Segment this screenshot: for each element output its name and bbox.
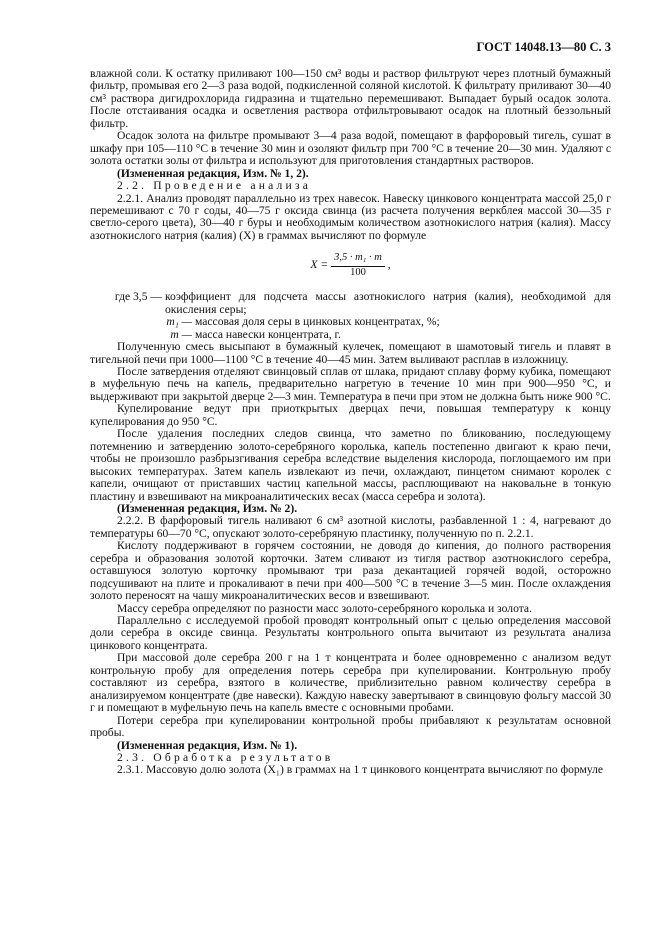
paragraph: Потери серебра при купелировании контрольной пробы прибавляют к результатам основной пробы. [90, 713, 611, 740]
paragraph: Параллельно с исследуемой пробой проводят контрольный опыт с целью определения массовой доли серебра в оксиде свинца. Результаты контрольного опыта вычитают из результата анализа цинкового концентрата. [90, 614, 611, 652]
section-heading: 2.2. Проведение анализа [117, 179, 312, 193]
section-heading: 2.3. Обработка результатов [117, 751, 334, 765]
variable-legend [90, 291, 611, 341]
formula-lhs: X = [310, 258, 329, 272]
paragraph: После затвердения отделяют свинцовый сплав от шлака, придают сплаву форму кубика, помещают в муфельную печь на капель, предварительно нагретую в течение 10 мин при 900—950 °С, и выдерживают при закрытой дверце 2—3 мин. Температура в печи при этом не должна быть ниже 900 °С. [90, 364, 611, 403]
legend-text: масса навески концентрата, г. [195, 327, 341, 341]
paragraph: При массовой доле серебра 200 г на 1 т концентрата и более одновременно с анализом ведут контрольную пробу для определения потерь серебра при купелировании. Контрольную пробу составляют из серебра, взятого в количестве, приблизительно равном количеству серебра в анализируемом концентрате (две навески). Каждую навеску завертывают в свинцовую фольгу массой 30 г и помещают в муфельную печь на капель вместе с основными пробами. [90, 651, 611, 715]
formula [90, 252, 611, 279]
legend-row [90, 316, 611, 328]
legend-symbol: m₁ — [166, 315, 192, 329]
formula-tail: , [387, 258, 391, 272]
paragraph: влажной соли. К остатку приливают 100—150 см³ воды и раствор фильтруют через плотный бумажный фильтр, промывая его 2—3 раза водой, подкисленной соляной кислотой. К фильтрату приливают 30—40 см³ раствора дигидрохлорида гидразина и тщательно перемешивают. Выпадает бурый осадок золота. После отстаивания осадка и осветления раствора отфильтровывают осадок на плотный беззольный фильтр. [90, 67, 611, 130]
document-body [90, 68, 611, 777]
formula-fraction [331, 252, 385, 279]
paragraph: 2.2.1. Анализ проводят параллельно из трех навесок. Навеску цинкового концентрата массой 25,0 г перемешивают с 70 г соды, 40—75 г оксида свинца (из расчета получения веркблея массой 30—35 г светло-серого цвета), 30—40 г буры и необходимым количеством азотнокислого натрия (калия). Массу азотнокислого натрия (калия) (X) в граммах вычисляют по формуле [90, 191, 611, 242]
legend-symbol: где 3,5 — [114, 290, 162, 304]
paragraph: Осадок золота на фильтре промывают 3—4 раза водой, помещают в фарфоровый тигель, сушат в шкафу при 105—110 °С в течение 30 мин и озоляют фильтр при 700 °С в течение 20—30 мин. Удаляют с золота остатки золы от фильтра и используют для приготовления стандартных растворов. [90, 129, 611, 168]
paragraph: Полученную смесь высыпают в бумажный кулечек, помещают в шамотовый тигель и плавят в тигельной печи при 1000—1100 °С в течение 40—45 мин. Затем выливают расплав в изложницу. [90, 340, 611, 366]
paragraph: Купелирование ведут при приоткрытых дверцах печи, повышая температуру к концу купелирования до 950 °С. [90, 402, 611, 428]
revision-note: (Измененная редакция, Изм. № 1). [117, 738, 298, 752]
page-header: ГОСТ 14048.13—80 С. 3 [476, 40, 611, 54]
legend-symbol: m — [170, 327, 192, 341]
legend-text: коэффициент для подсчета массы азотнокислого натрия (калия), необходимой для окисления серы; [165, 290, 611, 316]
legend-row [90, 291, 611, 316]
paragraph: 2.3.1. Массовую долю золота (X₁) в граммах на 1 т цинкового концентрата вычисляют по формуле [117, 763, 604, 777]
paragraph: 2.2.2. В фарфоровый тигель наливают 6 см³ азотной кислоты, разбавленной 1 : 4, нагревают до температуры 60—70 °С, опускают золото-серебряную пластинку, полученную по п. 2.2.1. [90, 514, 611, 540]
legend-text: массовая доля серы в цинковых концентратах, %; [195, 315, 440, 329]
formula-denominator: 100 [350, 266, 366, 278]
paragraph: Массу серебра определяют по разности масс золото-серебряного королька и золота. [117, 601, 532, 615]
formula-numerator: 3,5 · m₁ · m [331, 252, 385, 266]
revision-note: (Измененная редакция, Изм. № 2). [117, 501, 298, 515]
revision-note: (Измененная редакция, Изм. № 1, 2). [117, 166, 309, 180]
paragraph: Кислоту поддерживают в горячем состоянии, не доводя до кипения, до полного растворения серебра и образования золотой корточки. Затем сливают из тигля раствор азотнокислого серебра, оставшуюся золотую корточку промывают три раза декантацией горячей водой, осторожно подсушивают на плите и прокаливают в печи при 400—500 °С в течение 3—5 мин. После охлаждения золото переносят на чашу микроаналитических весов и взвешивают. [90, 539, 611, 603]
paragraph: После удаления последних следов свинца, что заметно по бликованию, последующему потемнению и затвердению золото-серебряного королька, капель постепенно двигают к краю печи, чтобы не произошло разбрызгивания серебра вследствие выделения кислорода, поглощаемого им при высоких температурах. Затем капель извлекают из печи, охлаждают, пинцетом снимают королек с капели, очищают от приставших частиц капельной массы, расплющивают на наковальне в тонкую пластину и взвешивают на микроаналитических весах (масса серебра и золота). [90, 427, 611, 503]
